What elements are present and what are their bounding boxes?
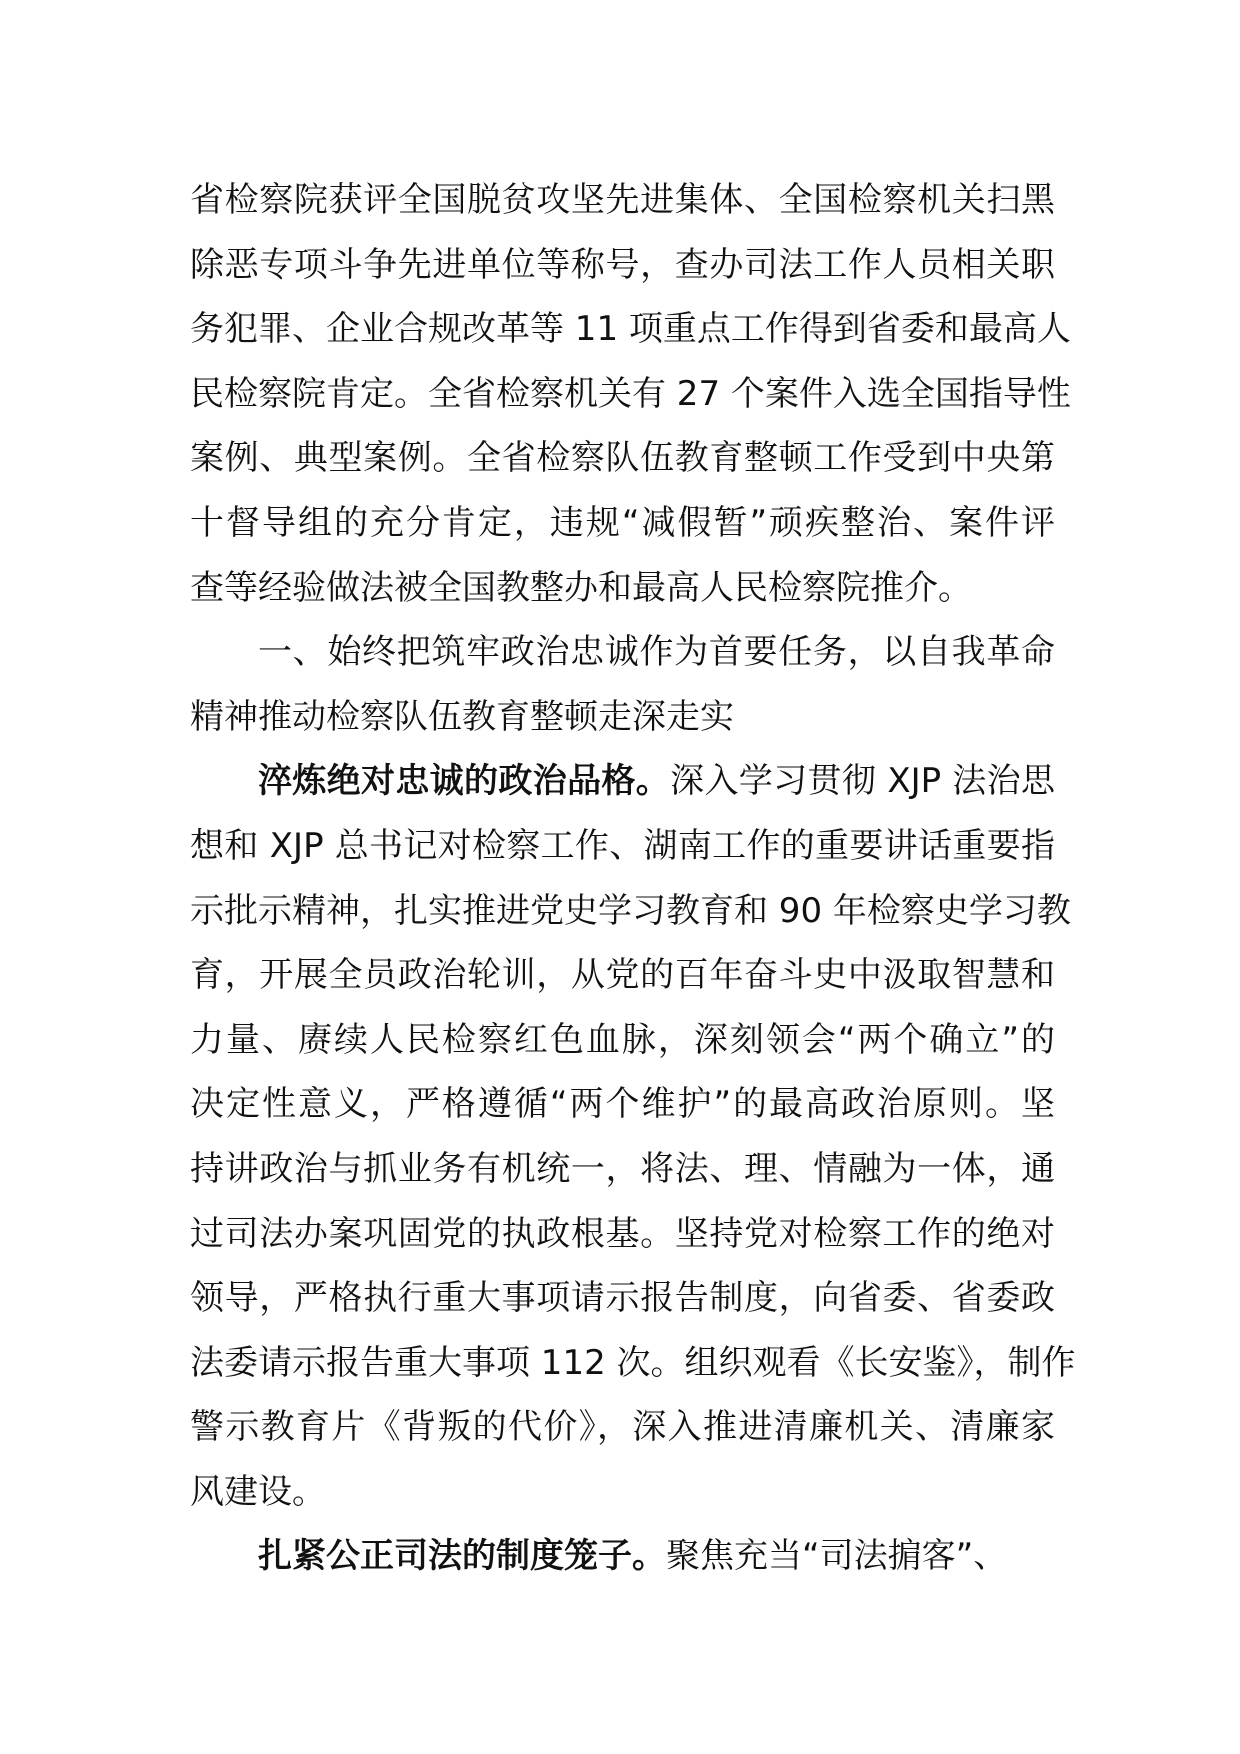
text-line: 查等经验做法被全国教整办和最高人民检察院推介。 bbox=[190, 567, 972, 608]
paragraph-political-loyalty bbox=[190, 749, 1076, 1524]
paragraph-judicial-fairness bbox=[190, 1524, 1055, 1589]
text-line: 十督导组的充分肯定，违规“减假暂”顽疾整治、案件评 bbox=[190, 502, 1055, 543]
bold-lead-phrase: 淬炼绝对忠诚的政治品格。 bbox=[258, 761, 671, 802]
bold-lead-phrase: 扎紧公正司法的制度笼子。 bbox=[258, 1536, 666, 1577]
heading-line: 精神推动检察队伍教育整顿走深走实 bbox=[190, 696, 734, 737]
text-line: 育，开展全员政治轮训，从党的百年奋斗史中汲取智慧和 bbox=[190, 955, 1055, 996]
text-line: 过司法办案巩固党的执政根基。坚持党对检察工作的绝对 bbox=[190, 1213, 1055, 1254]
document-page bbox=[190, 168, 1076, 1589]
section-heading bbox=[190, 620, 1055, 749]
text-line: 领导，严格执行重大事项请示报告制度，向省委、省委政 bbox=[190, 1278, 1055, 1319]
text-line: 警示教育片《背叛的代价》，深入推进清廉机关、清廉家 bbox=[190, 1407, 1055, 1448]
text-line: 示批示精神，扎实推进党史学习教育和 90 年检察史学习教 bbox=[190, 890, 1071, 931]
text-line: 省检察院获评全国脱贫攻坚先进集体、全国检察机关扫黑 bbox=[190, 180, 1055, 220]
heading-line: 一、始终把筑牢政治忠诚作为首要任务，以自我革命 bbox=[258, 632, 1055, 673]
text-line: 案例、典型案例。全省检察队伍教育整顿工作受到中央第 bbox=[190, 438, 1055, 479]
text-line: 持讲政治与抓业务有机统一，将法、理、情融为一体，通 bbox=[190, 1148, 1055, 1189]
text-line bbox=[190, 749, 1055, 814]
text-line bbox=[190, 1524, 1055, 1589]
text-line: 决定性意义，严格遵循“两个维护”的最高政治原则。坚 bbox=[190, 1084, 1055, 1125]
text-line: 民检察院肯定。全省检察机关有 27 个案件入选全国指导性 bbox=[190, 373, 1071, 414]
text-line: 想和 XJP 总书记对检察工作、湖南工作的重要讲话重要指 bbox=[190, 825, 1055, 866]
text-line: 法委请示报告重大事项 112 次。组织观看《长安鉴》，制作 bbox=[190, 1342, 1076, 1383]
text-fragment: 深入学习贯彻 XJP 法治思 bbox=[670, 761, 1055, 802]
text-line: 风建设。 bbox=[190, 1471, 326, 1512]
text-line: 除恶专项斗争先进单位等称号，查办司法工作人员相关职 bbox=[190, 244, 1055, 285]
text-fragment: 聚焦充当“司法掮客”、 bbox=[666, 1536, 1008, 1577]
text-line: 力量、赓续人民检察红色血脉，深刻领会“两个确立”的 bbox=[190, 1019, 1055, 1060]
paragraph-intro bbox=[190, 168, 1071, 620]
text-line: 务犯罪、企业合规改革等 11 项重点工作得到省委和最高人 bbox=[190, 309, 1071, 350]
